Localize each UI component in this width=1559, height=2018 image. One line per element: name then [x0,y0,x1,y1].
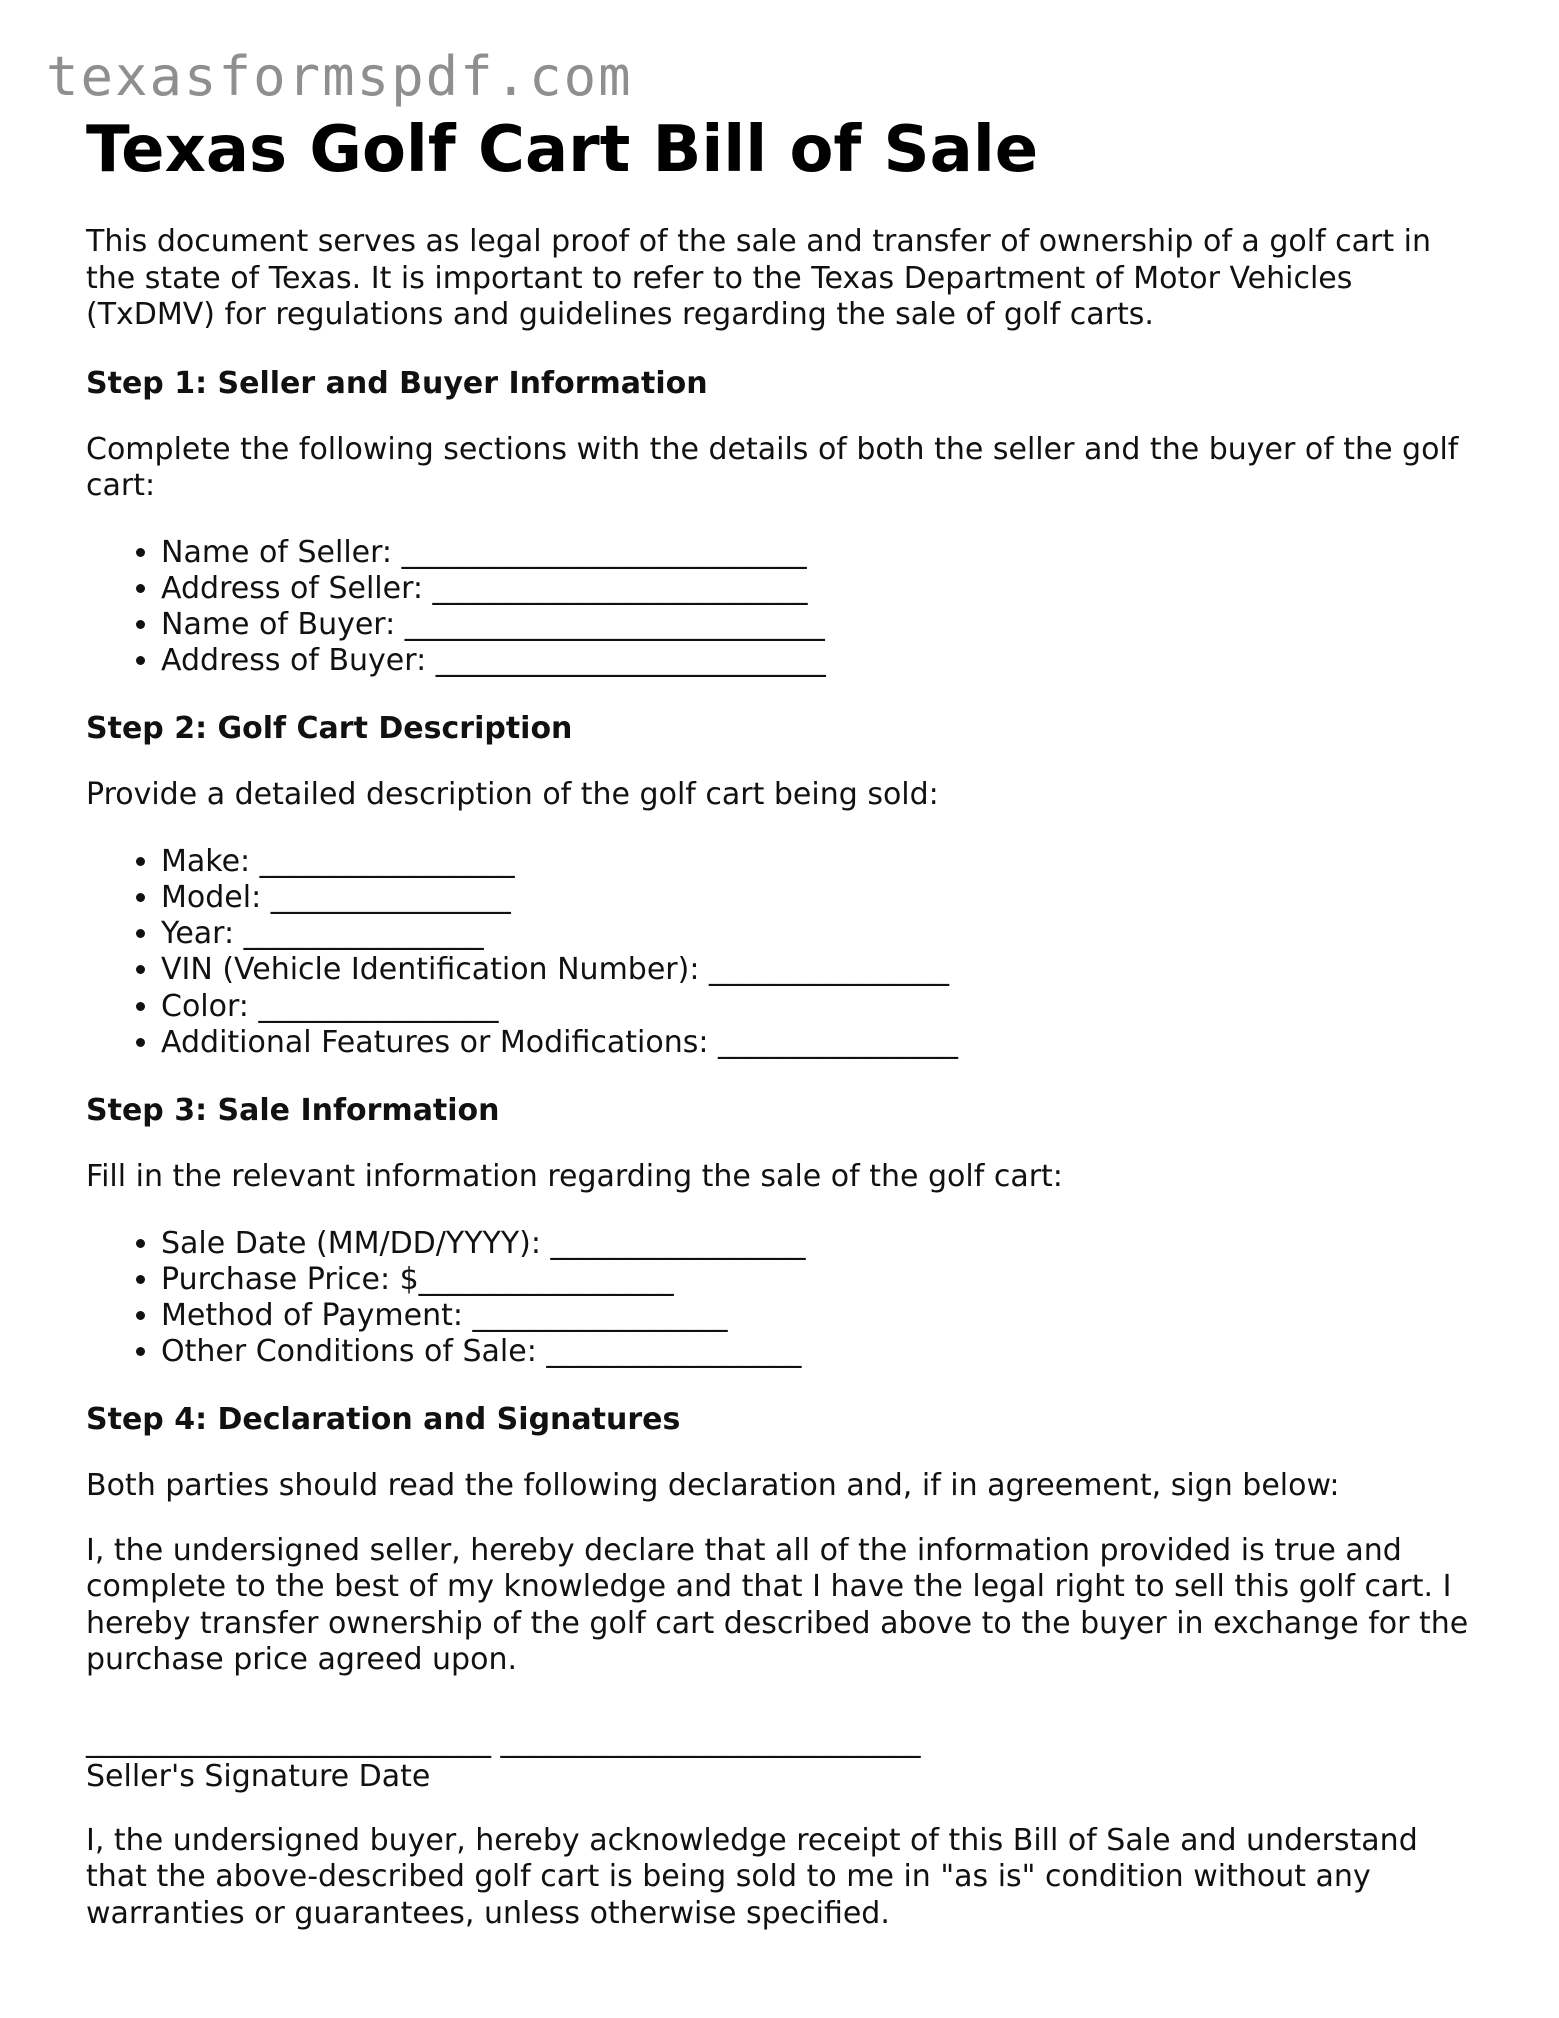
field-year[interactable]: • Year: ________________ [161,916,1486,952]
field-payment-method[interactable]: • Method of Payment: _________________ [161,1298,1486,1334]
field-seller-name[interactable]: • Name of Seller: ___________________________ [161,535,1486,571]
buyer-declaration: I, the undersigned buyer, hereby acknowledge receipt of this Bill of Sale and understand that the above-described golf cart is being sold to me in "as is" condition without any warranties or guarantees, unless otherwise specified. [86,1822,1418,1931]
field-make[interactable]: • Make: _________________ [161,844,1486,880]
step1-heading: Step 1: Seller and Buyer Information [86,365,708,401]
seller-signature-label: Seller's Signature Date [86,1758,431,1794]
seller-declaration: I, the undersigned seller, hereby declare that all of the information provided is true and complete to the best of my knowledge and that I have the legal right to sell this golf cart. I hereby transfer ownership of the golf cart described above to the buyer in exchange for the purchase price agreed upon. [86,1532,1469,1678]
watermark: texasformspdf.com [46,45,633,108]
field-color[interactable]: • Color: ________________ [161,989,1486,1025]
step2-list [86,844,1486,1061]
step4-description: Both parties should read the following declaration and, if in agreement, sign below: [86,1468,1340,1504]
step2-description: Provide a detailed description of the golf cart being sold: [86,777,939,813]
field-other-conditions[interactable]: • Other Conditions of Sale: _________________ [161,1334,1486,1370]
step4-heading: Step 4: Declaration and Signatures [86,1402,681,1438]
step3-list [86,1226,1486,1371]
field-seller-address[interactable]: • Address of Seller: _________________________ [161,571,1486,607]
step1-list [86,535,1486,680]
step2-heading: Step 2: Golf Cart Description [86,711,573,747]
field-vin[interactable]: • VIN (Vehicle Identification Number): ________________ [161,952,1486,988]
field-buyer-name[interactable]: • Name of Buyer: ____________________________ [161,607,1486,643]
field-sale-date[interactable]: • Sale Date (MM/DD/YYYY): _________________ [161,1226,1486,1262]
page-title: Texas Golf Cart Bill of Sale [86,113,1039,187]
field-purchase-price[interactable]: • Purchase Price: $_________________ [161,1262,1486,1298]
document [86,110,1486,1932]
field-model[interactable]: • Model: ________________ [161,880,1486,916]
step3-description: Fill in the relevant information regarding the sale of the golf cart: [86,1159,1063,1195]
step3-heading: Step 3: Sale Information [86,1093,500,1129]
field-buyer-address[interactable]: • Address of Buyer: __________________________ [161,643,1486,679]
intro-paragraph: This document serves as legal proof of the sale and transfer of ownership of a golf cart in the state of Texas. It is important to refer to the Texas Department of Motor Vehicles (TxDMV) for regulations and guidelines regarding the sale of golf carts. [86,224,1432,332]
step1-description: Complete the following sections with the details of both the seller and the buyer of the golf cart: [86,431,1459,503]
field-additional-features[interactable]: • Additional Features or Modifications: ________________ [161,1025,1486,1061]
seller-signature-line[interactable]: ___________________________ ____________________________ [86,1723,921,1759]
